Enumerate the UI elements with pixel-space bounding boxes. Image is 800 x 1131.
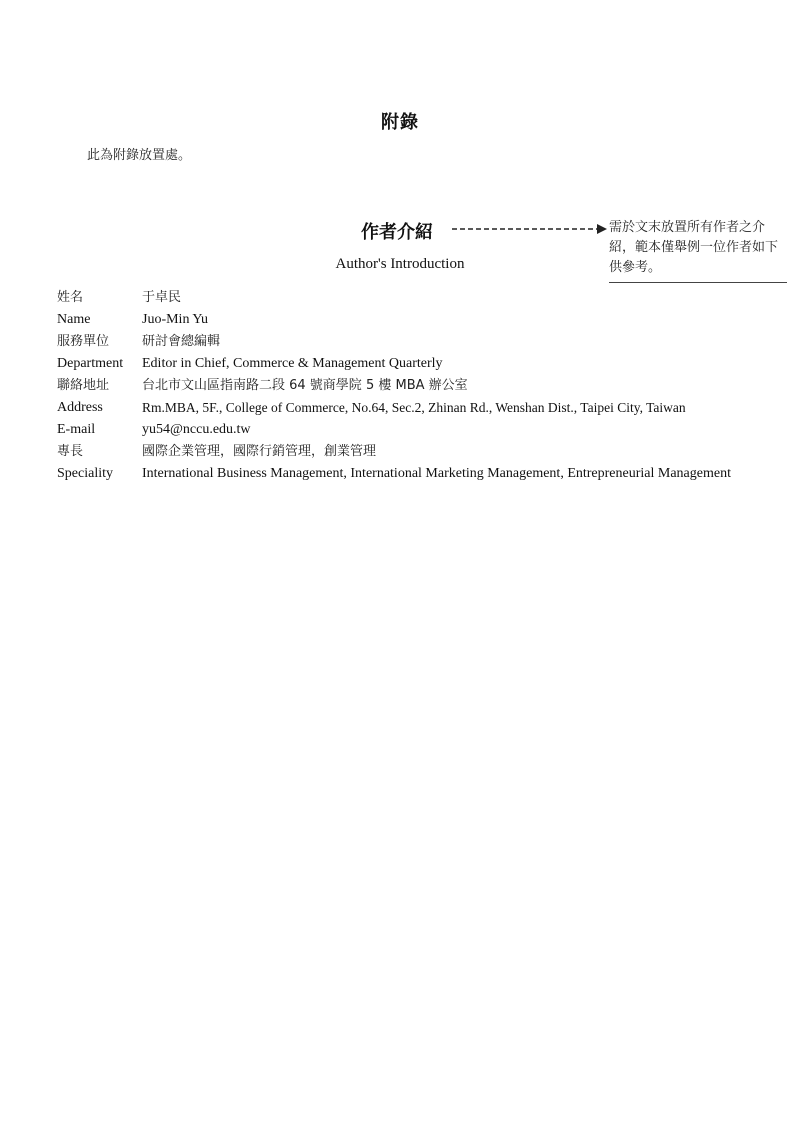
info-value: Juo-Min Yu [142,312,208,327]
info-row-address-zh [57,375,745,397]
info-label: E-mail [57,422,96,437]
info-value: Rm.MBA, 5F., College of Commerce, No.64, Sec.2, Zhinan Rd., Wenshan Dist., Taipei City, Taiwan [142,400,686,415]
info-value: 研討會總編輯 [142,334,221,349]
info-label: 姓名 [57,290,84,305]
appendix-title: 附錄 [381,112,419,133]
email-link[interactable]: yu54@nccu.edu.tw [142,422,251,437]
info-row-email [57,419,745,441]
info-label: Speciality [57,466,113,481]
info-row-address [57,397,745,419]
info-row-department-zh [57,331,745,353]
info-row-department [57,353,745,375]
info-label: Address [57,400,103,415]
info-value: 于卓民 [142,290,182,305]
info-value: Editor in Chief, Commerce & Management Quarterly [142,356,443,371]
info-row-name [57,309,745,331]
info-value: 國際企業管理，國際行銷管理，創業管理 [142,444,377,459]
info-row-speciality [57,463,745,485]
info-label: Name [57,312,91,327]
appendix-placeholder-note: 此為附錄放置處。 [87,148,192,163]
dashed-arrow-icon [452,222,608,236]
info-label: 專長 [57,444,84,459]
info-row-name-zh [57,287,745,309]
info-label: 聯絡地址 [57,378,110,393]
info-row-speciality-zh [57,441,745,463]
info-label: Department [57,356,124,371]
author-info-table [57,287,745,485]
author-intro-subtitle: Author's Introduction [335,256,465,272]
info-value: 台北市文山區指南路二段 64 號商學院 5 樓 MBA 辦公室 [142,378,468,393]
author-intro-title: 作者介紹 [361,222,433,243]
info-value: International Business Management, International Marketing Management, Entrepreneurial Management [142,466,731,481]
author-callout-note: 需於文末放置所有作者之介紹，範本僅舉例一位作者如下供參考。 [609,218,787,283]
info-label: 服務單位 [57,334,110,349]
